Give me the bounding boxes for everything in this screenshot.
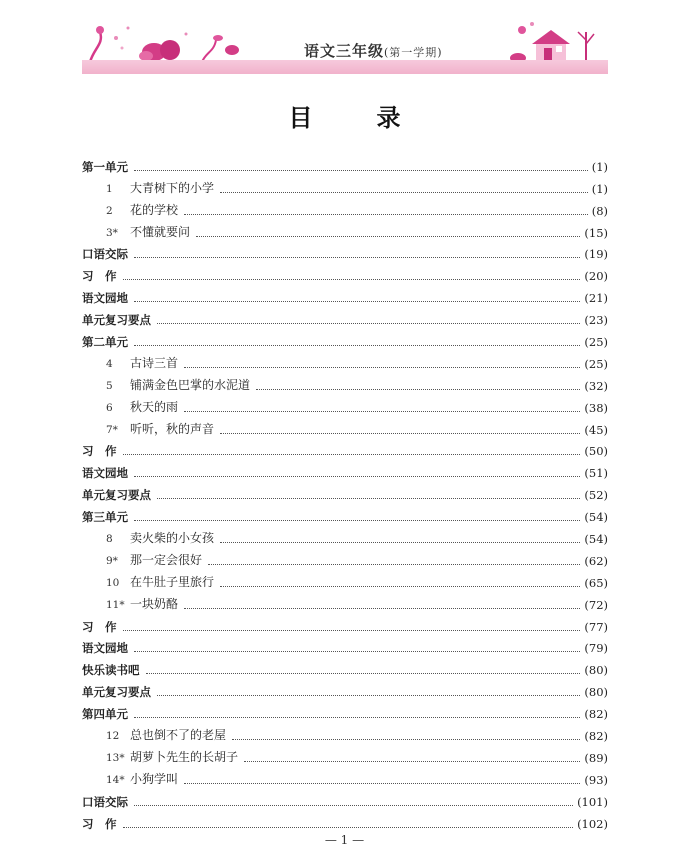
toc-entry-title xyxy=(82,531,214,546)
toc-unit-row[interactable] xyxy=(82,699,608,721)
lesson-number: 14* xyxy=(106,773,125,786)
dot-leader xyxy=(184,782,580,784)
lesson-title: 一块奶酪 xyxy=(130,596,179,611)
dot-leader xyxy=(157,322,580,324)
toc-entry-title: 习 作 xyxy=(82,269,117,284)
toc-entry-title: 快乐读书吧 xyxy=(82,663,140,678)
lesson-title: 那一定会很好 xyxy=(130,552,203,567)
toc-unit-row[interactable] xyxy=(82,677,608,699)
toc-entry-title: 语文园地 xyxy=(82,466,128,481)
toc-page-number: (50) xyxy=(584,444,608,459)
toc-page-number: (93) xyxy=(584,772,608,787)
toc-page-number: (8) xyxy=(591,203,608,218)
lesson-number: 1 xyxy=(106,182,113,195)
toc-entry-title: 第一单元 xyxy=(82,159,128,174)
toc-page-number: (80) xyxy=(584,663,608,678)
toc-page-number: (19) xyxy=(584,247,608,262)
toc-entry-title xyxy=(82,378,250,393)
toc-entry-title xyxy=(82,728,226,743)
toc-entry-title xyxy=(82,597,178,612)
dot-leader xyxy=(220,585,580,587)
toc-entry-title: 单元复习要点 xyxy=(82,685,151,700)
book-subtitle: (第一学期) xyxy=(384,46,443,59)
lesson-title: 铺满金色巴掌的水泥道 xyxy=(130,377,251,392)
toc-unit-row[interactable] xyxy=(82,283,608,305)
lesson-number: 9* xyxy=(106,554,118,567)
toc-unit-row[interactable] xyxy=(82,787,608,809)
lesson-number: 12 xyxy=(106,730,120,743)
toc-entry-title: 单元复习要点 xyxy=(82,313,151,328)
header-title xyxy=(304,40,443,61)
dot-leader xyxy=(184,366,580,368)
dot-leader xyxy=(134,650,580,652)
toc-lesson-row[interactable] xyxy=(82,524,608,546)
dot-leader xyxy=(157,694,580,696)
toc-entry-title: 习 作 xyxy=(82,816,117,831)
toc-unit-row[interactable] xyxy=(82,437,608,459)
toc-entry-title xyxy=(82,575,214,590)
toc-unit-row[interactable] xyxy=(82,152,608,174)
toc-page-number: (51) xyxy=(584,466,608,481)
dot-leader xyxy=(123,826,574,828)
toc-page-number: (45) xyxy=(584,422,608,437)
toc-page-number: (32) xyxy=(584,378,608,393)
toc-unit-row[interactable] xyxy=(82,240,608,262)
toc-unit-row[interactable] xyxy=(82,480,608,502)
page-number: — 1 — xyxy=(324,833,365,847)
dot-leader xyxy=(134,344,580,346)
toc-entry-title xyxy=(82,750,238,765)
lesson-title: 胡萝卜先生的长胡子 xyxy=(130,749,239,764)
toc-entry-title xyxy=(82,225,190,240)
dot-leader xyxy=(196,235,580,237)
dot-leader xyxy=(220,432,580,434)
book-title: 语文三年级 xyxy=(304,42,385,60)
toc-page-number: (15) xyxy=(584,225,608,240)
table-of-contents xyxy=(82,152,608,831)
toc-entry-title xyxy=(82,181,214,196)
dot-leader xyxy=(134,519,580,521)
lesson-number: 4 xyxy=(106,357,113,370)
toc-entry-title: 口语交际 xyxy=(82,794,128,809)
toc-lesson-row[interactable] xyxy=(82,371,608,393)
lesson-title: 秋天的雨 xyxy=(130,399,179,414)
dot-leader xyxy=(184,607,580,609)
lesson-title: 花的学校 xyxy=(130,202,179,217)
lesson-number: 3* xyxy=(106,226,118,239)
toc-page-number: (21) xyxy=(584,291,608,306)
toc-lesson-row[interactable] xyxy=(82,743,608,765)
toc-page-number: (54) xyxy=(584,510,608,525)
lesson-title: 在牛肚子里旅行 xyxy=(130,574,215,589)
toc-page-number: (1) xyxy=(591,181,608,196)
toc-lesson-row[interactable] xyxy=(82,393,608,415)
dot-leader xyxy=(123,629,581,631)
lesson-number: 8 xyxy=(106,533,113,546)
toc-lesson-row[interactable] xyxy=(82,546,608,568)
dot-leader xyxy=(220,541,580,543)
dot-leader xyxy=(134,300,580,302)
toc-entry-title xyxy=(82,772,178,787)
dot-leader xyxy=(146,672,581,674)
lesson-title: 大青树下的小学 xyxy=(130,180,215,195)
toc-lesson-row[interactable] xyxy=(82,349,608,371)
dot-leader xyxy=(184,410,580,412)
toc-entry-title xyxy=(82,203,178,218)
toc-page-number: (52) xyxy=(584,488,608,503)
toc-page-number: (23) xyxy=(584,313,608,328)
toc-entry-title: 单元复习要点 xyxy=(82,488,151,503)
toc-page-number: (82) xyxy=(584,707,608,722)
dot-leader xyxy=(232,738,580,740)
toc-lesson-row[interactable] xyxy=(82,415,608,437)
toc-page-number: (77) xyxy=(584,619,608,634)
toc-lesson-row[interactable] xyxy=(82,765,608,787)
dot-leader xyxy=(208,563,580,565)
toc-page-number: (54) xyxy=(584,532,608,547)
dot-leader xyxy=(123,453,581,455)
toc-page-number: (38) xyxy=(584,400,608,415)
toc-page-number: (82) xyxy=(584,729,608,744)
toc-entry-title xyxy=(82,356,178,371)
toc-page-number: (102) xyxy=(577,816,608,831)
toc-entry-title: 语文园地 xyxy=(82,291,128,306)
lesson-number: 11* xyxy=(106,598,125,611)
toc-entry-title xyxy=(82,422,214,437)
dot-leader xyxy=(184,213,588,215)
toc-page-number: (72) xyxy=(584,597,608,612)
toc-entry-title: 第四单元 xyxy=(82,707,128,722)
toc-page-number: (62) xyxy=(584,553,608,568)
lesson-number: 5 xyxy=(106,379,113,392)
dot-leader xyxy=(134,256,580,258)
lesson-number: 13* xyxy=(106,751,125,764)
dot-leader xyxy=(123,278,581,280)
toc-entry-title: 第二单元 xyxy=(82,335,128,350)
lesson-number: 6 xyxy=(106,401,113,414)
toc-page-number: (25) xyxy=(584,335,608,350)
page-title: 目 录 xyxy=(288,103,421,132)
toc-entry-title: 语文园地 xyxy=(82,641,128,656)
toc-lesson-row[interactable] xyxy=(82,590,608,612)
toc-unit-row[interactable] xyxy=(82,502,608,524)
toc-page-number: (101) xyxy=(577,794,608,809)
toc-lesson-row[interactable] xyxy=(82,196,608,218)
toc-entry-title: 习 作 xyxy=(82,444,117,459)
header-band xyxy=(82,60,608,74)
dot-leader xyxy=(244,760,580,762)
toc-unit-row[interactable] xyxy=(82,261,608,283)
toc-page-number: (25) xyxy=(584,356,608,371)
toc-entry-title: 口语交际 xyxy=(82,247,128,262)
toc-unit-row[interactable] xyxy=(82,809,608,831)
toc-lesson-row[interactable] xyxy=(82,721,608,743)
dot-leader xyxy=(134,804,573,806)
dot-leader xyxy=(157,497,580,499)
toc-unit-row[interactable] xyxy=(82,327,608,349)
lesson-title: 古诗三首 xyxy=(130,355,179,370)
lesson-number: 10 xyxy=(106,576,120,589)
toc-unit-row[interactable] xyxy=(82,305,608,327)
dot-leader xyxy=(134,716,580,718)
toc-lesson-row[interactable] xyxy=(82,174,608,196)
toc-page-number: (20) xyxy=(584,269,608,284)
dot-leader xyxy=(220,191,588,193)
toc-lesson-row[interactable] xyxy=(82,568,608,590)
toc-page-number: (89) xyxy=(584,750,608,765)
toc-unit-row[interactable] xyxy=(82,612,608,634)
toc-page-number: (79) xyxy=(584,641,608,656)
dot-leader xyxy=(256,388,580,390)
page-header xyxy=(82,18,608,74)
toc-page-number: (65) xyxy=(584,575,608,590)
toc-entry-title: 习 作 xyxy=(82,619,117,634)
toc-unit-row[interactable] xyxy=(82,634,608,656)
toc-unit-row[interactable] xyxy=(82,655,608,677)
lesson-number: 2 xyxy=(106,204,113,217)
toc-unit-row[interactable] xyxy=(82,458,608,480)
toc-lesson-row[interactable] xyxy=(82,218,608,240)
lesson-title: 小狗学叫 xyxy=(130,771,179,786)
toc-entry-title xyxy=(82,400,178,415)
dot-leader xyxy=(134,475,580,477)
dot-leader xyxy=(134,169,588,171)
lesson-title: 卖火柴的小女孩 xyxy=(130,531,215,546)
lesson-number: 7* xyxy=(106,423,118,436)
toc-entry-title xyxy=(82,553,202,568)
lesson-title: 总也倒不了的老屋 xyxy=(130,728,227,743)
toc-page-number: (80) xyxy=(584,685,608,700)
lesson-title: 听听，秋的声音 xyxy=(130,421,215,436)
toc-entry-title: 第三单元 xyxy=(82,510,128,525)
toc-page-number: (1) xyxy=(591,159,608,174)
lesson-title: 不懂就要问 xyxy=(130,224,191,239)
